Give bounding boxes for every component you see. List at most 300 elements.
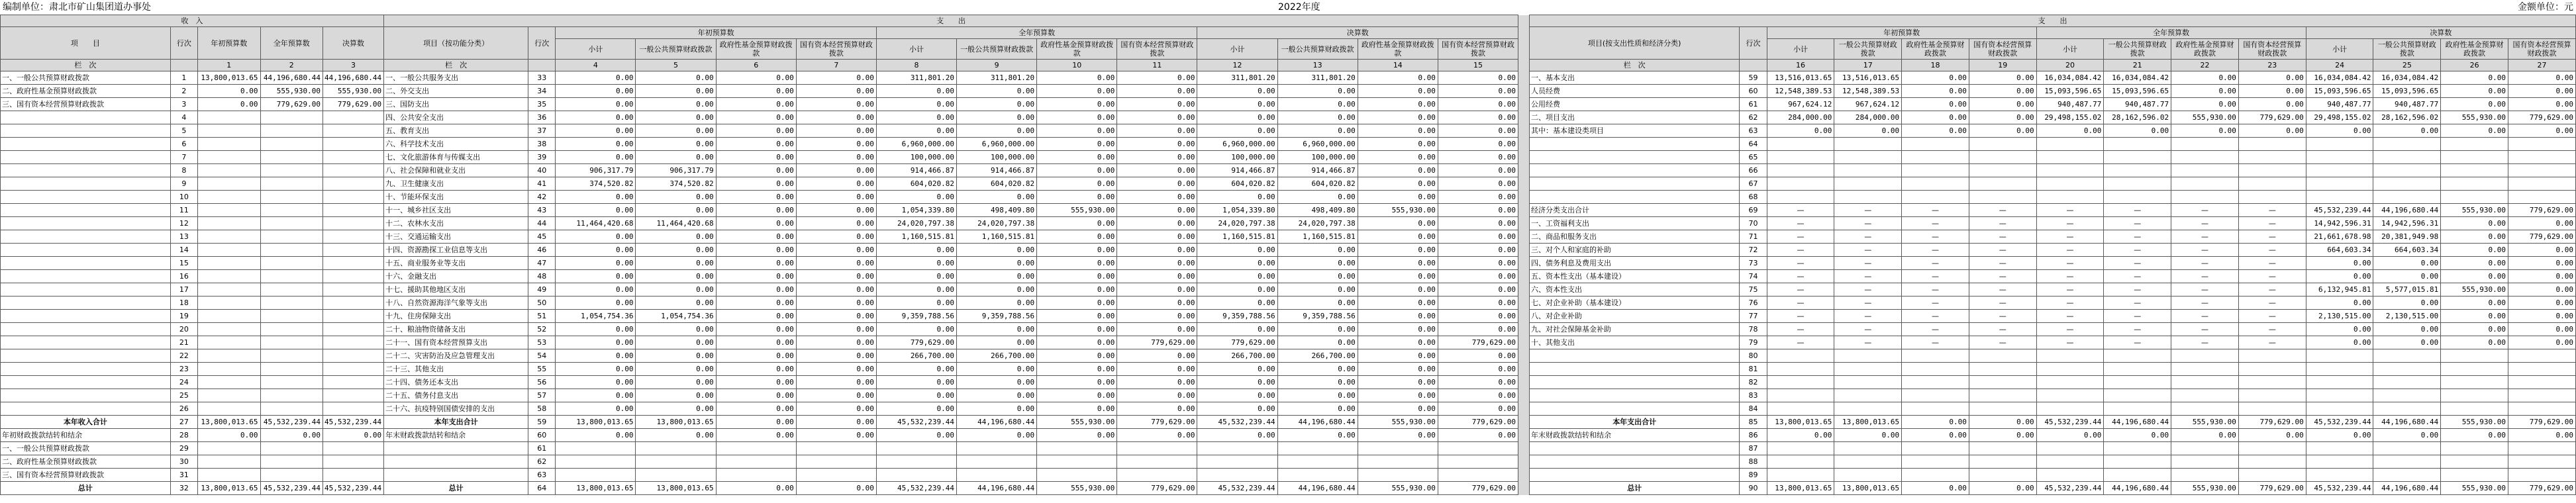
econ-amount: 0.00 — [2306, 429, 2373, 442]
econ-amount — [2508, 138, 2576, 151]
income-amount — [198, 469, 260, 482]
income-amount: 0.00 — [260, 429, 322, 442]
econ-amount: 0.00 — [2306, 297, 2373, 310]
func-amount: 0.00 — [1117, 230, 1197, 244]
econ-amount — [2508, 455, 2576, 469]
column-index: 14 — [1358, 60, 1438, 71]
income-amount — [198, 442, 260, 455]
income-item-name — [1, 376, 171, 389]
func-final-header: 决算数 — [1197, 27, 1518, 39]
econ-amount: — — [2036, 310, 2104, 323]
func-amount: 0.00 — [1037, 297, 1117, 310]
income-amount — [260, 389, 322, 402]
table-row — [1, 71, 2576, 85]
econ-amount: 0.00 — [1969, 482, 2036, 495]
func-amount: 0.00 — [636, 376, 716, 389]
econ-amount: 967,624.12 — [1834, 98, 1902, 111]
econ-amount: 0.00 — [2508, 71, 2576, 85]
func-item-name: 二十六、抗疫特别国债安排的支出 — [384, 402, 528, 416]
econ-amount — [1767, 151, 1834, 164]
func-amount: 0.00 — [556, 138, 636, 151]
econ-amount — [2171, 469, 2239, 482]
econ-amount — [2171, 151, 2239, 164]
econ-amount: 28,162,596.02 — [2104, 111, 2171, 124]
func-item-name: 十八、自然资源海洋气象等支出 — [384, 297, 528, 310]
func-amount: 0.00 — [876, 244, 956, 257]
econ-amount: 0.00 — [2508, 217, 2576, 230]
income-amount — [198, 270, 260, 283]
func-amount: 0.00 — [716, 177, 796, 191]
currency-unit: 金额单位：元 — [2518, 2, 2573, 13]
econ-amount — [2036, 455, 2104, 469]
func-amount: 0.00 — [1438, 376, 1518, 389]
econ-amount — [2036, 469, 2104, 482]
func-amount — [636, 442, 716, 455]
income-amount — [260, 257, 322, 270]
section-divider — [1518, 323, 1530, 336]
econ-amount: 15,093,596.65 — [2306, 85, 2373, 98]
func-amount: 0.00 — [796, 402, 876, 416]
income-amount — [260, 402, 322, 416]
income-amount — [260, 204, 322, 217]
econ-amount: 2,130,515.00 — [2306, 310, 2373, 323]
func-amount: 0.00 — [1117, 376, 1197, 389]
func-amount: 0.00 — [1358, 310, 1438, 323]
section-divider — [1518, 482, 1530, 495]
func-amount: 24,020,797.38 — [1197, 217, 1277, 230]
income-line-no: 28 — [170, 429, 197, 442]
econ-item-name: 八、对企业补助 — [1529, 310, 1739, 323]
econ-amount — [2441, 455, 2508, 469]
econ-amount: — — [2036, 297, 2104, 310]
func-amount: 0.00 — [796, 98, 876, 111]
func-amount: 0.00 — [556, 257, 636, 270]
econ-amount: 21,661,678.98 — [2306, 230, 2373, 244]
econ-amount: — — [2104, 257, 2171, 270]
econ-amount — [1969, 138, 2036, 151]
econ-gov_fund-header: 政府性基金预算财政拨款 — [1902, 39, 1969, 60]
func-amount — [1117, 455, 1197, 469]
econ-line-no: 79 — [1740, 336, 1767, 349]
func-amount: 0.00 — [1117, 98, 1197, 111]
table-row — [1, 230, 2576, 244]
func-amount: 779,629.00 — [1117, 336, 1197, 349]
econ-amount: 940,487.77 — [2036, 98, 2104, 111]
income-amount — [260, 376, 322, 389]
func-amount: 0.00 — [1037, 376, 1117, 389]
func-general-header: 一般公共预算财政拨款 — [1277, 39, 1358, 60]
econ-amount — [1902, 349, 1969, 363]
func-amount: 0.00 — [636, 124, 716, 138]
econ-amount — [2306, 177, 2373, 191]
column-index: 26 — [2441, 60, 2508, 71]
econ-amount: 0.00 — [1767, 124, 1834, 138]
func-amount: 0.00 — [1358, 164, 1438, 177]
econ-amount: 0.00 — [2373, 270, 2441, 283]
econ-amount — [2171, 376, 2239, 389]
econ-amount: 0.00 — [1969, 98, 2036, 111]
econ-amount: 0.00 — [2036, 124, 2104, 138]
func-amount: 0.00 — [796, 297, 876, 310]
econ-line-no: 89 — [1740, 469, 1767, 482]
func-amount: 0.00 — [1438, 402, 1518, 416]
func-amount: 1,160,515.81 — [876, 230, 956, 244]
econ-amount — [2104, 469, 2171, 482]
func-amount: 0.00 — [716, 191, 796, 204]
func-general-header: 一般公共预算财政拨款 — [957, 39, 1037, 60]
econ-amount — [1902, 389, 1969, 402]
income-amount: 779,629.00 — [260, 98, 322, 111]
econ-amount — [2238, 469, 2306, 482]
econ-amount: 0.00 — [2238, 71, 2306, 85]
econ-state_capital-header: 国有资本经营预算财政拨款 — [1969, 39, 2036, 60]
income-amount — [260, 244, 322, 257]
func-amount: 0.00 — [876, 111, 956, 124]
table-row — [1, 191, 2576, 204]
econ-line-no: 70 — [1740, 217, 1767, 230]
table-row — [1, 85, 2576, 98]
column-index-label: 栏 次 — [384, 60, 528, 71]
func-amount: 374,520.82 — [636, 177, 716, 191]
income-amount: 779,629.00 — [322, 98, 383, 111]
func-item-name: 十九、住房保障支出 — [384, 310, 528, 323]
func-amount: 0.00 — [1438, 270, 1518, 283]
func-amount: 1,054,339.80 — [1197, 204, 1277, 217]
func-amount: 0.00 — [796, 416, 876, 429]
column-index: 23 — [2238, 60, 2306, 71]
income-amount — [198, 310, 260, 323]
table-row — [1, 376, 2576, 389]
econ-amount — [1767, 469, 1834, 482]
func-line-no: 53 — [528, 336, 556, 349]
econ-amount — [2508, 151, 2576, 164]
econ-line-no: 90 — [1740, 482, 1767, 495]
section-divider — [1518, 389, 1530, 402]
income-amount — [260, 336, 322, 349]
econ-amount: — — [2104, 336, 2171, 349]
table-row — [1, 336, 2576, 349]
econ-amount: 0.00 — [2171, 71, 2239, 85]
econ-amount: 0.00 — [1969, 85, 2036, 98]
func-amount: 0.00 — [1438, 151, 1518, 164]
func-amount: 0.00 — [556, 363, 636, 376]
func-item-name: 六、科学技术支出 — [384, 138, 528, 151]
func-amount: 779,629.00 — [1117, 482, 1197, 495]
econ-item-name: 人员经费 — [1529, 85, 1739, 98]
econ-amount: — — [1969, 297, 2036, 310]
econ-amount: — — [2171, 297, 2239, 310]
econ-amount — [2373, 402, 2441, 416]
econ-amount: 779,629.00 — [2508, 416, 2576, 429]
econ-amount: — — [2238, 217, 2306, 230]
func-amount: 0.00 — [1358, 363, 1438, 376]
econ-amount — [1767, 138, 1834, 151]
econ-amount: — — [1834, 323, 1902, 336]
econ-amount: 0.00 — [2104, 124, 2171, 138]
econ-item-name: 本年支出合计 — [1529, 416, 1739, 429]
table-row — [1, 98, 2576, 111]
func-total-header: 小计 — [1197, 39, 1277, 60]
econ-amount — [2171, 164, 2239, 177]
econ-amount: — — [2171, 336, 2239, 349]
econ-amount — [2306, 402, 2373, 416]
econ-amount — [2238, 191, 2306, 204]
column-index-blank — [528, 60, 556, 71]
func-amount: 100,000.00 — [1197, 151, 1277, 164]
func-amount: 0.00 — [1037, 177, 1117, 191]
func-line-no: 35 — [528, 98, 556, 111]
income-amount — [260, 124, 322, 138]
func-amount: 1,160,515.81 — [957, 230, 1037, 244]
income-line-no: 14 — [170, 244, 197, 257]
func-amount: 0.00 — [1277, 402, 1358, 416]
econ-amount — [2104, 164, 2171, 177]
econ-state_capital-header: 国有资本经营预算财政拨款 — [2508, 39, 2576, 60]
econ-amount — [1969, 376, 2036, 389]
func-amount: 0.00 — [796, 230, 876, 244]
line-no-header: 行次 — [528, 27, 556, 60]
econ-amount: 0.00 — [2441, 230, 2508, 244]
func-amount: 906,317.79 — [636, 164, 716, 177]
func-amount: 604,020.82 — [957, 177, 1037, 191]
func-amount: 44,196,680.44 — [957, 482, 1037, 495]
func-amount: 9,359,788.56 — [1277, 310, 1358, 323]
econ-amount — [1969, 177, 2036, 191]
econ-item-name — [1529, 177, 1739, 191]
func-item-name: 二十三、其他支出 — [384, 363, 528, 376]
econ-amount — [2508, 442, 2576, 455]
econ-line-no: 83 — [1740, 389, 1767, 402]
income-amount — [260, 138, 322, 151]
econ-amount: 0.00 — [1902, 124, 1969, 138]
econ-amount — [2508, 191, 2576, 204]
econ-amount: 779,629.00 — [2238, 416, 2306, 429]
func-amount — [1438, 442, 1518, 455]
func-amount: 0.00 — [1117, 151, 1197, 164]
income-item-name: 总计 — [1, 482, 171, 495]
func-amount: 0.00 — [556, 283, 636, 297]
func-amount: 0.00 — [636, 389, 716, 402]
func-amount: 0.00 — [636, 191, 716, 204]
econ-amount: — — [2104, 297, 2171, 310]
econ-amount: — — [1767, 230, 1834, 244]
econ-amount: — — [2036, 336, 2104, 349]
income-item-name — [1, 191, 171, 204]
func-amount: 0.00 — [1277, 191, 1358, 204]
econ-amount — [1902, 442, 1969, 455]
func-amount: 0.00 — [1197, 111, 1277, 124]
section-divider — [1518, 402, 1530, 416]
func-amount: 0.00 — [636, 204, 716, 217]
table-row — [1, 297, 2576, 310]
section-divider — [1518, 151, 1530, 164]
func-amount: 6,960,000.00 — [1277, 138, 1358, 151]
func-line-no: 51 — [528, 310, 556, 323]
func-amount: 0.00 — [1438, 191, 1518, 204]
table-row — [1, 177, 2576, 191]
column-index: 15 — [1438, 60, 1518, 71]
section-divider — [1518, 376, 1530, 389]
econ-amount: — — [2036, 217, 2104, 230]
econ-amount — [1767, 164, 1834, 177]
income-line-no: 16 — [170, 270, 197, 283]
column-index-blank — [1740, 60, 1767, 71]
econ-amount — [2036, 442, 2104, 455]
econ-amount — [2171, 349, 2239, 363]
func-amount: 0.00 — [1438, 124, 1518, 138]
income-amount — [198, 111, 260, 124]
func-amount: 0.00 — [957, 283, 1037, 297]
func-amount: 0.00 — [1438, 85, 1518, 98]
econ-item-name: 五、资本性支出（基本建设） — [1529, 270, 1739, 283]
func-amount: 0.00 — [1358, 244, 1438, 257]
econ-amount: — — [1767, 257, 1834, 270]
func-amount: 0.00 — [957, 323, 1037, 336]
econ-amount: 44,196,680.44 — [2373, 482, 2441, 495]
econ-line-no: 63 — [1740, 124, 1767, 138]
income-item-header: 项 目 — [1, 27, 171, 60]
func-amount — [1358, 469, 1438, 482]
econ-amount: — — [1969, 310, 2036, 323]
func-amount — [636, 469, 716, 482]
column-index: 24 — [2306, 60, 2373, 71]
econ-amount: 13,516,013.65 — [1834, 71, 1902, 85]
func-amount: 0.00 — [796, 323, 876, 336]
econ-amount: — — [1902, 310, 1969, 323]
func-amount: 0.00 — [1117, 389, 1197, 402]
econ-amount: 45,532,239.44 — [2036, 482, 2104, 495]
econ-state_capital-header: 国有资本经营预算财政拨款 — [2238, 39, 2306, 60]
func-line-no: 55 — [528, 363, 556, 376]
func-amount: 13,800,013.65 — [556, 416, 636, 429]
table-row — [1, 482, 2576, 495]
econ-amount: 0.00 — [2508, 323, 2576, 336]
func-item-name: 七、文化旅游体育与传媒支出 — [384, 151, 528, 164]
econ-amount: — — [2171, 283, 2239, 297]
econ-line-no: 69 — [1740, 204, 1767, 217]
func-amount: 0.00 — [716, 138, 796, 151]
func-amount: 0.00 — [636, 230, 716, 244]
econ-amount — [2104, 151, 2171, 164]
func-amount: 0.00 — [1117, 71, 1197, 85]
section-divider — [1518, 244, 1530, 257]
func-amount: 0.00 — [796, 85, 876, 98]
table-row — [1, 111, 2576, 124]
income-line-no: 20 — [170, 323, 197, 336]
econ-amount: 13,800,013.65 — [1767, 416, 1834, 429]
econ-amount: — — [2036, 270, 2104, 283]
func-amount: 0.00 — [636, 336, 716, 349]
func-amount — [1117, 469, 1197, 482]
income-amount — [322, 217, 383, 230]
table-row — [1, 416, 2576, 429]
func-amount: 266,700.00 — [876, 349, 956, 363]
func-amount: 0.00 — [1438, 257, 1518, 270]
income-item-name — [1, 204, 171, 217]
econ-amount — [2171, 389, 2239, 402]
func-item-name — [384, 455, 528, 469]
income-line-no: 15 — [170, 257, 197, 270]
section-divider — [1518, 310, 1530, 323]
column-index: 13 — [1277, 60, 1358, 71]
income-item-name: 三、国有资本经营预算财政拨款 — [1, 98, 171, 111]
income-line-no: 1 — [170, 71, 197, 85]
income-amount — [198, 124, 260, 138]
econ-line-no: 68 — [1740, 191, 1767, 204]
func-amount: 0.00 — [556, 124, 636, 138]
func-amount: 0.00 — [636, 71, 716, 85]
econ-amount: — — [2104, 310, 2171, 323]
income-item-name: 三、国有资本经营预算财政拨款 — [1, 469, 171, 482]
econ-item-name: 公用经费 — [1529, 98, 1739, 111]
func-line-no: 37 — [528, 124, 556, 138]
econ-amount: 5,577,015.81 — [2373, 283, 2441, 297]
func-amount: 0.00 — [876, 85, 956, 98]
income-item-name: 二、政府性基金预算财政拨款 — [1, 455, 171, 469]
table-row — [1, 164, 2576, 177]
econ-amount: 6,132,945.81 — [2306, 283, 2373, 297]
func-amount: 0.00 — [1358, 349, 1438, 363]
econ-amount: 967,624.12 — [1767, 98, 1834, 111]
income-item-name — [1, 124, 171, 138]
econ-amount: 12,548,389.53 — [1834, 85, 1902, 98]
econ-amount: — — [2171, 270, 2239, 283]
func-amount: 0.00 — [1438, 429, 1518, 442]
econ-line-no: 82 — [1740, 376, 1767, 389]
func-amount: 0.00 — [716, 244, 796, 257]
econ-amount: 0.00 — [2441, 270, 2508, 283]
func-amount: 0.00 — [1037, 257, 1117, 270]
econ-amount: 0.00 — [2306, 257, 2373, 270]
econ-amount — [1902, 402, 1969, 416]
income-amount — [322, 204, 383, 217]
column-index: 16 — [1767, 60, 1834, 71]
econ-amount: 0.00 — [2373, 124, 2441, 138]
econ-amount — [1834, 164, 1902, 177]
section-divider — [1518, 270, 1530, 283]
econ-line-no: 62 — [1740, 111, 1767, 124]
econ-amount: 664,603.34 — [2306, 244, 2373, 257]
income-line-no: 11 — [170, 204, 197, 217]
func-amount: 779,629.00 — [1438, 416, 1518, 429]
section-divider — [1518, 336, 1530, 349]
func-amount: 0.00 — [1277, 297, 1358, 310]
func-amount: 0.00 — [1197, 244, 1277, 257]
econ-amount — [2104, 138, 2171, 151]
econ-amount: — — [2036, 244, 2104, 257]
econ-amount: 555,930.00 — [2441, 283, 2508, 297]
func-amount: 0.00 — [556, 151, 636, 164]
income-amount: 45,532,239.44 — [260, 482, 322, 495]
func-amount: 0.00 — [876, 98, 956, 111]
econ-amount — [2306, 164, 2373, 177]
income-line-no: 13 — [170, 230, 197, 244]
econ-amount: — — [1902, 336, 1969, 349]
table-row — [1, 323, 2576, 336]
income-amount — [198, 217, 260, 230]
econ-amount: — — [1767, 336, 1834, 349]
econ-amount — [2104, 349, 2171, 363]
func-amount: 0.00 — [1438, 164, 1518, 177]
econ-amount: — — [1767, 297, 1834, 310]
income-item-name — [1, 283, 171, 297]
econ-amount — [1767, 389, 1834, 402]
func-amount: 374,520.82 — [556, 177, 636, 191]
econ-item-name: 其中：基本建设类项目 — [1529, 124, 1739, 138]
func-amount: 0.00 — [1037, 349, 1117, 363]
econ-amount — [1969, 363, 2036, 376]
func-amount: 45,532,239.44 — [876, 482, 956, 495]
